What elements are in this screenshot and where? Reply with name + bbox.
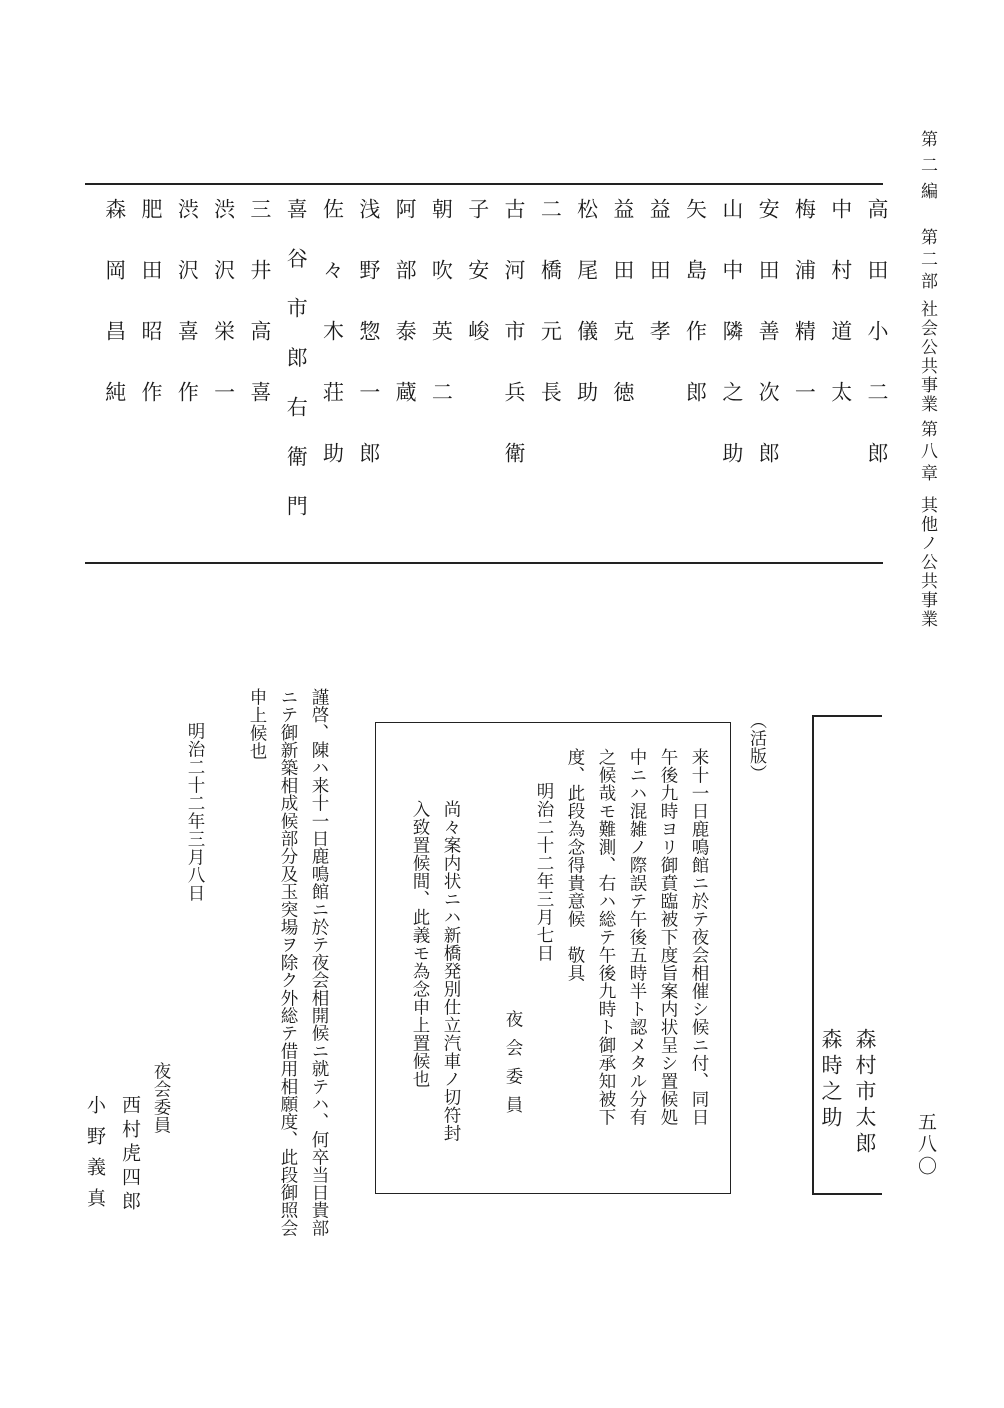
name-list-item: 渋沢喜作 [175, 198, 200, 442]
notice-line: 午後九時ヨリ御賁臨被下度旨案内状呈シ置候処 [658, 748, 678, 1126]
notice-date: 明治二十二年三月七日 [534, 782, 554, 962]
name-list-item: 浅野惣一郎 [356, 198, 381, 503]
name-list-item: 子安峻 [465, 198, 490, 381]
name-list-item: 高田小二郎 [865, 198, 889, 503]
notice-line: 中ニハ混雑ノ際誤テ午後五時半ト認メタル分有 [627, 748, 647, 1126]
name-list-item: 松尾儀助 [574, 198, 599, 442]
name-list-item: 喜谷市郎右衛門 [284, 198, 309, 545]
letter-date: 明治二十二年三月八日 [185, 722, 205, 902]
right-name-mori [816, 1028, 846, 1132]
notice-postscript-line: 尚々案内状ニハ新橋発別仕立汽車ノ切符封 [441, 800, 461, 1142]
name-list-item: 益田克徳 [610, 198, 635, 442]
notice-label: （活版） [746, 712, 766, 782]
name-list-item: 安田善次郎 [756, 198, 781, 503]
name-list-item: 三井高喜 [247, 198, 272, 442]
name-list-item: 渋沢栄一 [211, 198, 236, 442]
notice-line: 之候哉モ難測、右ハ総テ午後九時ト御承知被下 [596, 748, 616, 1126]
name-list-item: 矢島作郎 [683, 198, 708, 442]
letter-signer: 西村虎四郎 [119, 1095, 141, 1215]
running-header-part: 第二編 [917, 130, 937, 208]
right-names-bottom-rule [812, 1193, 882, 1195]
name-list-item: 古河市兵衛 [502, 198, 526, 503]
page-number: 五八〇 [915, 1112, 937, 1178]
name-list-item: 佐々木荘助 [320, 198, 345, 503]
letter-signer: 小野義真 [84, 1095, 106, 1219]
letter-line: ニテ御新築相成候部分及玉突場ヲ除ク外総テ借用相願度、此段御照会 [278, 688, 298, 1237]
running-header-section: 第二部 [917, 228, 937, 294]
name-list-top-rule [85, 183, 883, 185]
name-list-item: 阿部泰蔵 [393, 198, 418, 442]
running-header-chapter: 第八章 [917, 420, 937, 486]
notice-postscript-line: 入致置候間、此義モ為念申上置候也 [410, 800, 430, 1088]
name-list-item: 朝吹英二 [429, 198, 454, 442]
running-header-chapter-title: 其他ノ公共事業 [917, 496, 937, 629]
right-names-left-rule [812, 715, 814, 1195]
name-list-item: 山中隣之助 [719, 198, 744, 503]
name-list-item: 二橋元長 [538, 198, 563, 442]
name-list-item: 益田孝 [647, 198, 672, 381]
name-list-item: 梅浦精一 [792, 198, 817, 442]
notice-line: 度、此段為念得貴意候 敬具 [565, 748, 585, 982]
letter-line: 謹啓、陳ハ来十一日鹿鳴館ニ於テ夜会相開候ニ就テハ、何卒当日貴部 [309, 688, 329, 1237]
name-list-item: 肥田昭作 [139, 198, 163, 442]
name-list-bottom-rule [85, 562, 883, 564]
name-list-item: 中村道太 [828, 198, 853, 442]
notice-signer: 夜会委員 [503, 1010, 523, 1124]
notice-line: 来十一日鹿鳴館ニ於テ夜会相催シ候ニ付、同日 [689, 748, 709, 1126]
letter-committee: 夜会委員 [151, 1062, 171, 1134]
right-name-morimura: 森村市太郎 [853, 1028, 877, 1158]
name-list-item: 森岡昌純 [102, 198, 127, 442]
right-names-top-rule [812, 715, 882, 717]
right-name-mori-text: 森時之助 [819, 1028, 843, 1132]
letter-line: 申上候也 [247, 688, 267, 760]
running-header-book: 社会公共事業 [917, 300, 937, 414]
